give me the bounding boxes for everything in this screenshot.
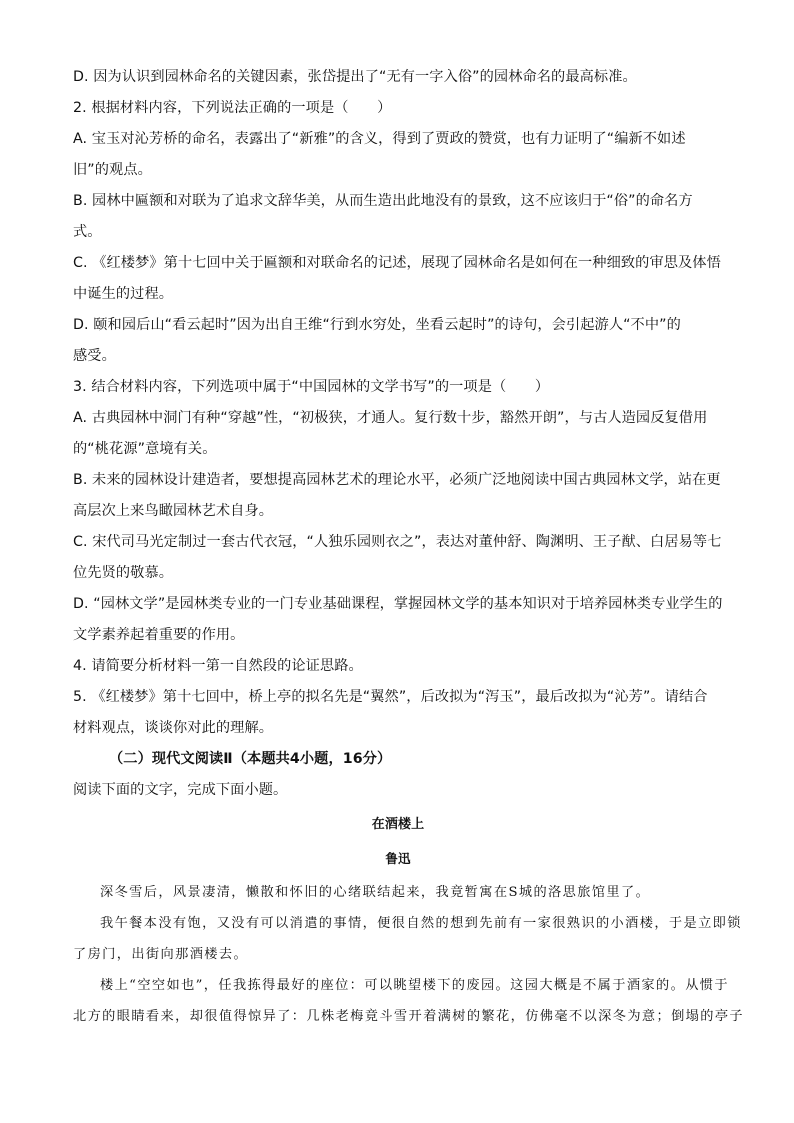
reading-instruction: 阅读下面的文字，完成下面小题。 <box>73 782 288 798</box>
q3-option-d-line-2: 文学素养起着重要的作用。 <box>73 627 245 643</box>
document-page <box>73 62 745 1032</box>
q3-option-b-line-1: B. 未来的园林设计建造者，要想提高园林艺术的理论水平，必须广泛地阅读中国古典园林文学，站在更 <box>73 472 721 488</box>
q2-option-a-line-1: A. 宝玉对沁芳桥的命名，表露出了“新雅”的含义，得到了贾政的赞赏，也有力证明了“编新不如述 <box>73 131 686 147</box>
q2-option-c-line-1: C. 《红楼梦》第十七回中关于匾额和对联命名的记述，展现了园林命名是如何在一种细致的审思及体悟 <box>73 255 721 271</box>
q2-option-b-line-2: 式。 <box>73 224 102 240</box>
story-title: 在酒楼上 <box>371 817 425 832</box>
story-paragraph-2-line-2: 了房门，出街向那酒楼去。 <box>73 947 249 962</box>
q2-option-c-line-2: 中诞生的过程。 <box>73 286 174 302</box>
question-5-line-1: 5. 《红楼梦》第十七回中，桥上亭的拟名先是“翼然”，后改拟为“泻玉”，最后改拟为“沁芳”。请结合 <box>73 689 708 705</box>
q2-option-d-line-2: 感受。 <box>73 348 116 364</box>
story-author: 鲁迅 <box>385 851 411 866</box>
q2-option-b-line-1: B. 园林中匾额和对联为了追求文辞华美，从而生造出此地没有的景致，这不应该归于“俗”的命名方 <box>73 193 693 209</box>
question-2-line: 2. 根据材料内容，下列说法正确的一项是（ ） <box>73 100 392 116</box>
story-paragraph-1: 深冬雪后，风景凄清，懒散和怀旧的心绪联结起来，我竟暂寓在S城的洛思旅馆里了。 <box>100 885 651 900</box>
story-paragraph-2-line-1: 我午餐本没有饱，又没有可以消遣的事情，便很自然的想到先前有一家很熟识的小酒楼，于是立即锁 <box>100 916 742 931</box>
q3-option-d-line-1: D. “园林文学”是园林类专业的一门专业基础课程，掌握园林文学的基本知识对于培养园林类专业学生的 <box>73 596 723 612</box>
q2-option-a-line-2: 旧”的观点。 <box>73 162 152 178</box>
question-3-line: 3. 结合材料内容，下列选项中属于“中国园林的文学书写”的一项是（ ） <box>73 379 550 395</box>
question-4-line: 4. 请简要分析材料一第一自然段的论证思路。 <box>73 658 363 674</box>
story-paragraph-3-line-1: 楼上“空空如也”，任我拣得最好的座位：可以眺望楼下的废园。这园大概是不属于酒家的。从惯于 <box>100 978 729 993</box>
q3-option-b-line-2: 高层次上来鸟瞰园林艺术自身。 <box>73 503 274 519</box>
section-heading: （二）现代文阅读Ⅱ（本题共4小题，16分） <box>109 751 392 767</box>
question-5-line-2: 材料观点，谈谈你对此的理解。 <box>73 720 274 736</box>
option-d-line: D. 因为认识到园林命名的关键因素，张岱提出了“无有一字入俗”的园林命名的最高标准。 <box>73 69 637 85</box>
q2-option-d-line-1: D. 颐和园后山“看云起时”因为出自王维“行到水穷处，坐看云起时”的诗句，会引起游人“不中”的 <box>73 317 681 333</box>
q3-option-a-line-2: 的“桃花源”意境有关。 <box>73 441 217 457</box>
q3-option-c-line-1: C. 宋代司马光定制过一套古代衣冠，“人独乐园则衣之”，表达对董仲舒、陶渊明、王子猷、白居易等七 <box>73 534 722 550</box>
story-paragraph-3-line-2: 北方的眼睛看来，却很值得惊异了：几株老梅竟斗雪开着满树的繁花，仿佛毫不以深冬为意；倒塌的亭子 <box>73 1009 745 1024</box>
q3-option-a-line-1: A. 古典园林中洞门有种“穿越”性，“初极狭，才通人。复行数十步，豁然开朗”，与古人造园反复借用 <box>73 410 708 426</box>
q3-option-c-line-2: 位先贤的敬慕。 <box>73 565 174 581</box>
